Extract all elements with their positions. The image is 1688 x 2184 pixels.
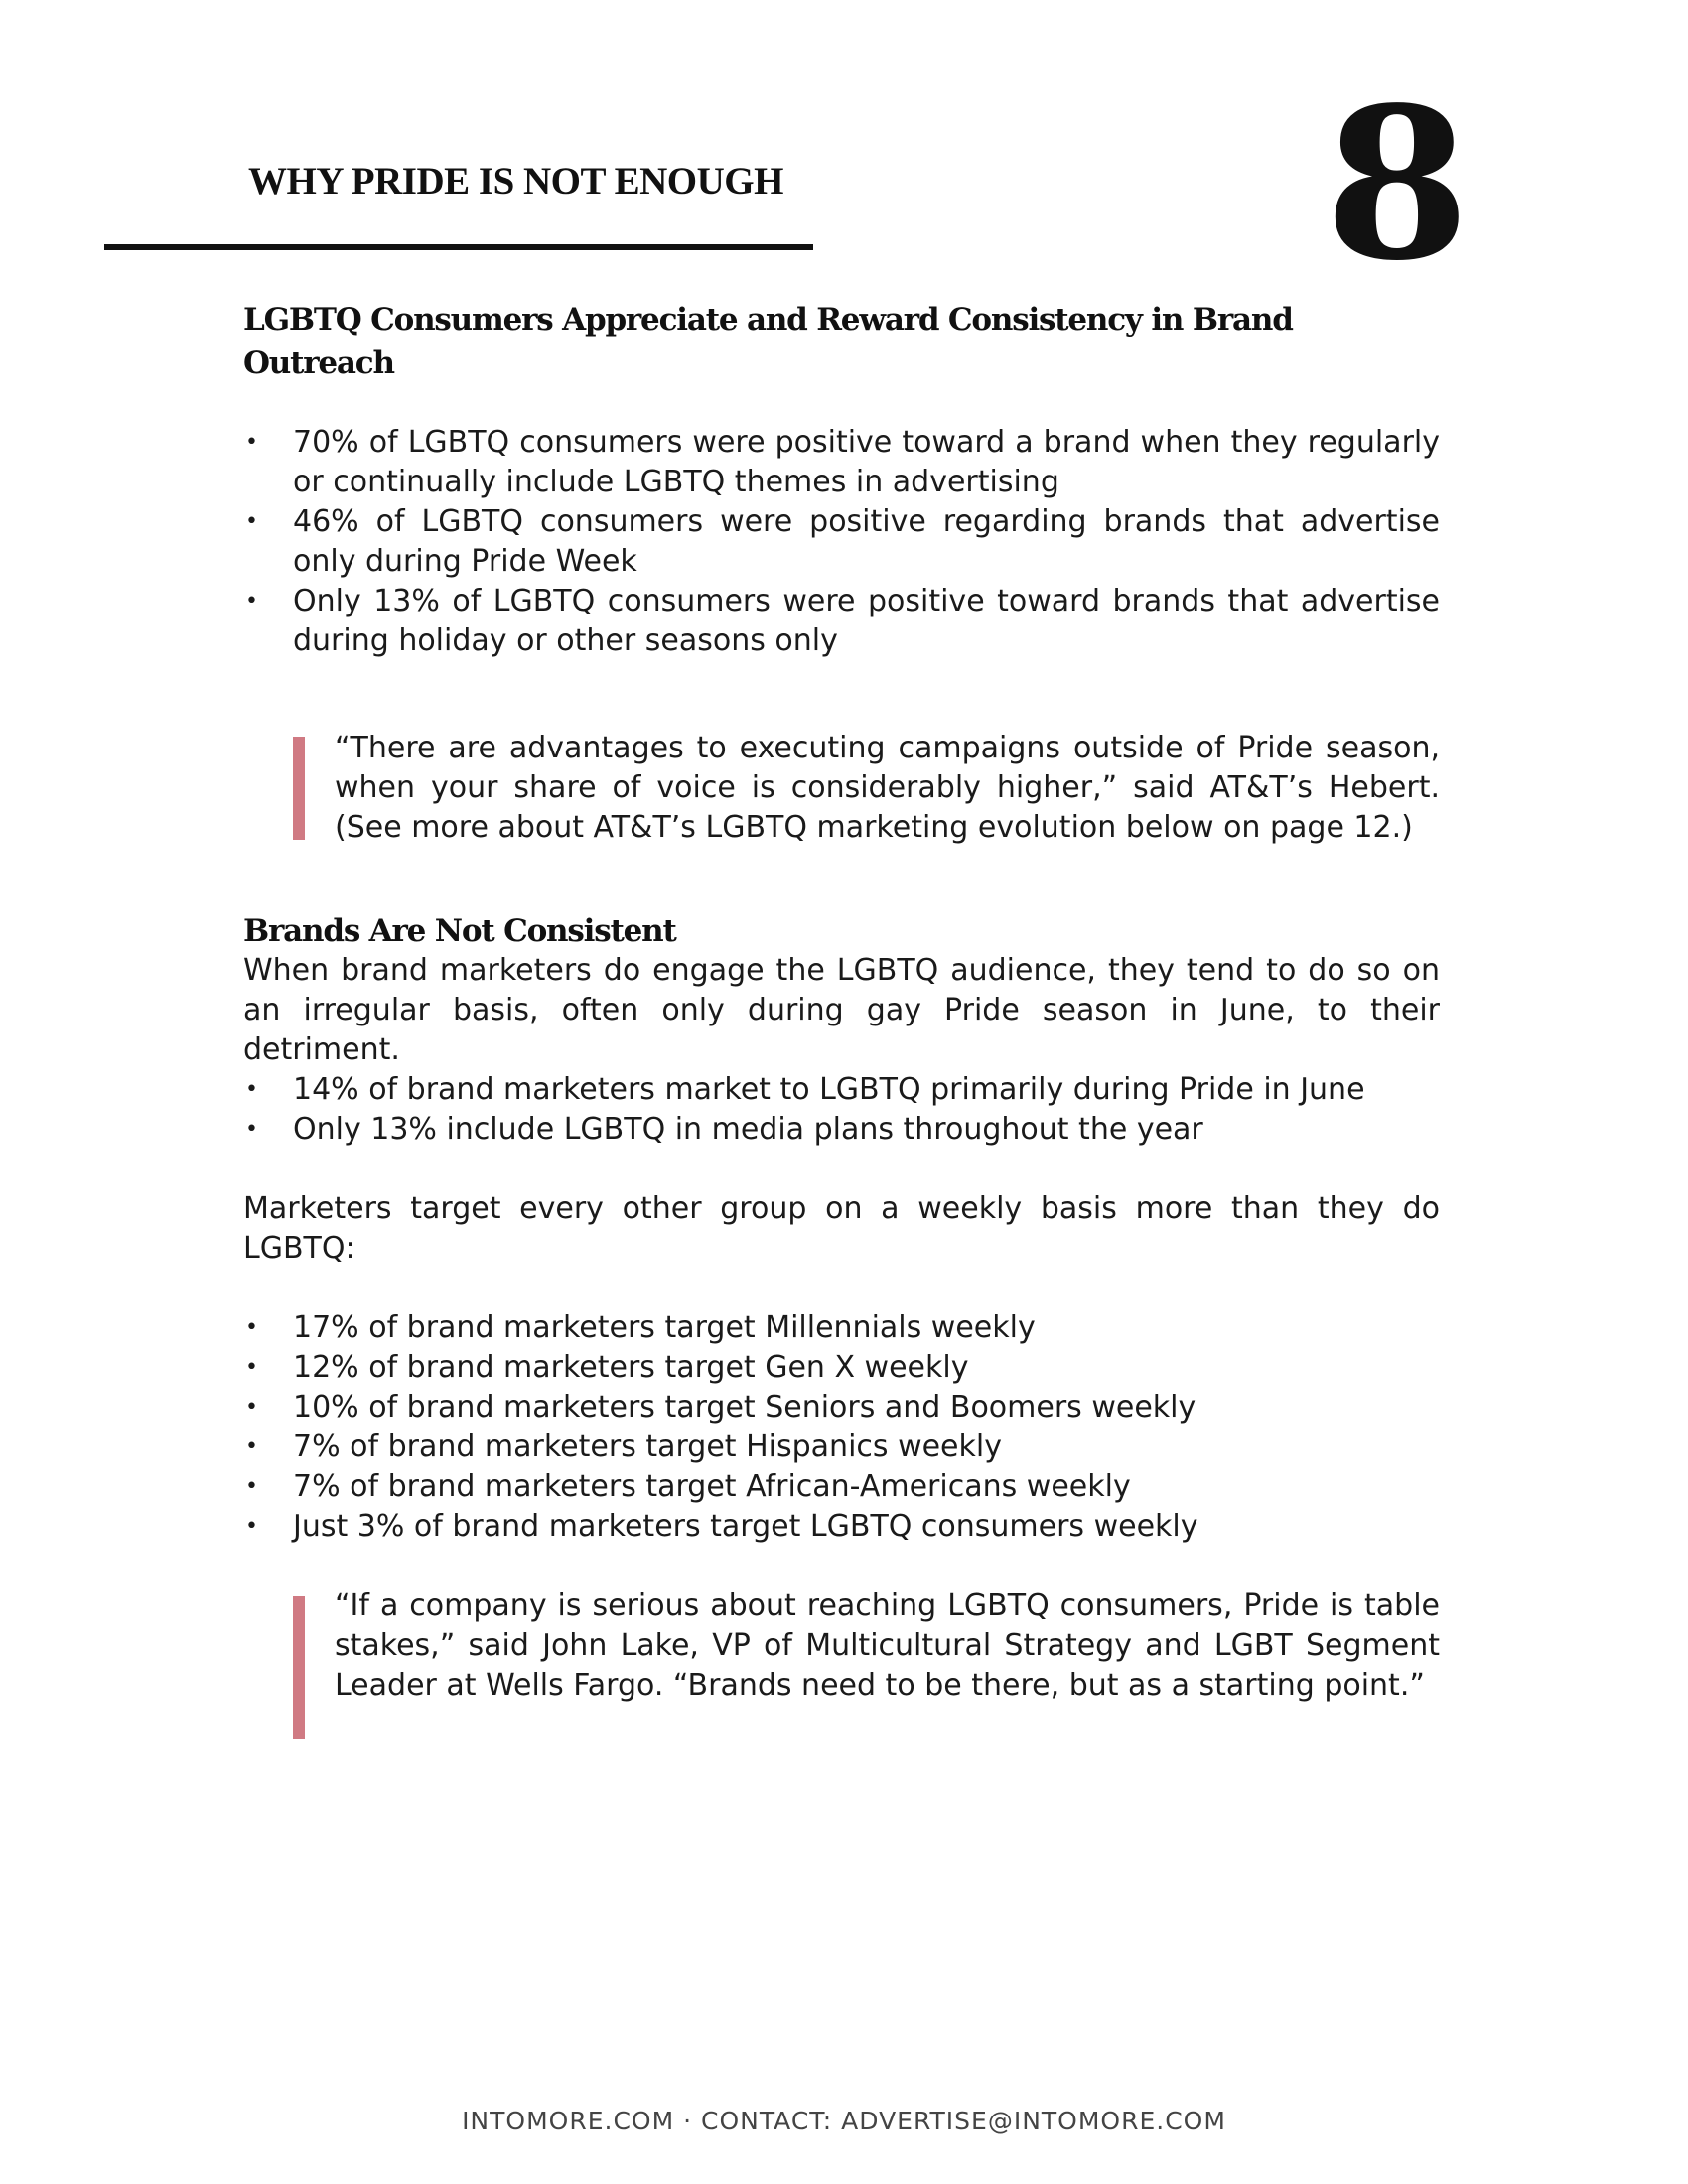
list-item: • 46% of LGBTQ consumers were positive regarding brands that advertise only during Pride Week <box>243 502 1440 582</box>
page-title: WHY PRIDE IS NOT ENOUGH <box>248 160 783 203</box>
list-item: • 12% of brand marketers target Gen X weekly <box>243 1348 1440 1388</box>
quote-text: “If a company is serious about reaching LGBTQ consumers, Pride is table stakes,” said John Lake, VP of Multicultural Strategy and LGBT Segment Leader at Wells Fargo. “Brands need to be there, but as a starting point.” <box>335 1588 1440 1703</box>
quote-accent-bar <box>293 737 305 840</box>
quote-accent-bar <box>293 1596 305 1739</box>
list-item: • Just 3% of brand marketers target LGBTQ consumers weekly <box>243 1507 1440 1547</box>
weekly-targeting-paragraph: Marketers target every other group on a weekly basis more than they do LGBTQ: <box>243 1191 1440 1266</box>
section-heading-not-consistent: Brands Are Not Consistent <box>243 913 676 949</box>
consumer-stats-list <box>243 423 1440 661</box>
list-item: • 70% of LGBTQ consumers were positive toward a brand when they regularly or continually include LGBTQ themes in advertising <box>243 423 1440 502</box>
footer-contact: INTOMORE.COM · CONTACT: ADVERTISE@INTOMORE.COM <box>462 2107 1226 2135</box>
marketer-stats-list <box>243 1070 1440 1150</box>
page-number: 8 <box>1324 62 1467 307</box>
main-content <box>243 298 1440 1706</box>
list-item: • 10% of brand marketers target Seniors and Boomers weekly <box>243 1388 1440 1428</box>
pull-quote-wells-fargo <box>293 1586 1440 1706</box>
list-item: • 17% of brand marketers target Millennials weekly <box>243 1308 1440 1348</box>
section-intro: When brand marketers do engage the LGBTQ audience, they tend to do so on an irregular basis, often only during gay Pride season in June, to their detriment. <box>243 953 1440 1067</box>
list-item: • 7% of brand marketers target African-Americans weekly <box>243 1467 1440 1507</box>
weekly-targeting-list <box>243 1308 1440 1547</box>
pull-quote-att <box>293 729 1440 848</box>
list-item: • Only 13% of LGBTQ consumers were positive toward brands that advertise during holiday or other seasons only <box>243 582 1440 661</box>
list-item: • 14% of brand marketers market to LGBTQ primarily during Pride in June <box>243 1070 1440 1110</box>
list-item: • Only 13% include LGBTQ in media plans throughout the year <box>243 1110 1440 1150</box>
quote-text: “There are advantages to executing campaigns outside of Pride season, when your share of voice is considerably higher,” said AT&T’s Hebert. (See more about AT&T’s LGBTQ marketing evolution below on page 12.) <box>335 731 1440 845</box>
title-underline <box>104 244 813 250</box>
section-heading-consistency: LGBTQ Consumers Appreciate and Reward Consistency in Brand Outreach <box>243 302 1293 381</box>
list-item: • 7% of brand marketers target Hispanics weekly <box>243 1428 1440 1467</box>
